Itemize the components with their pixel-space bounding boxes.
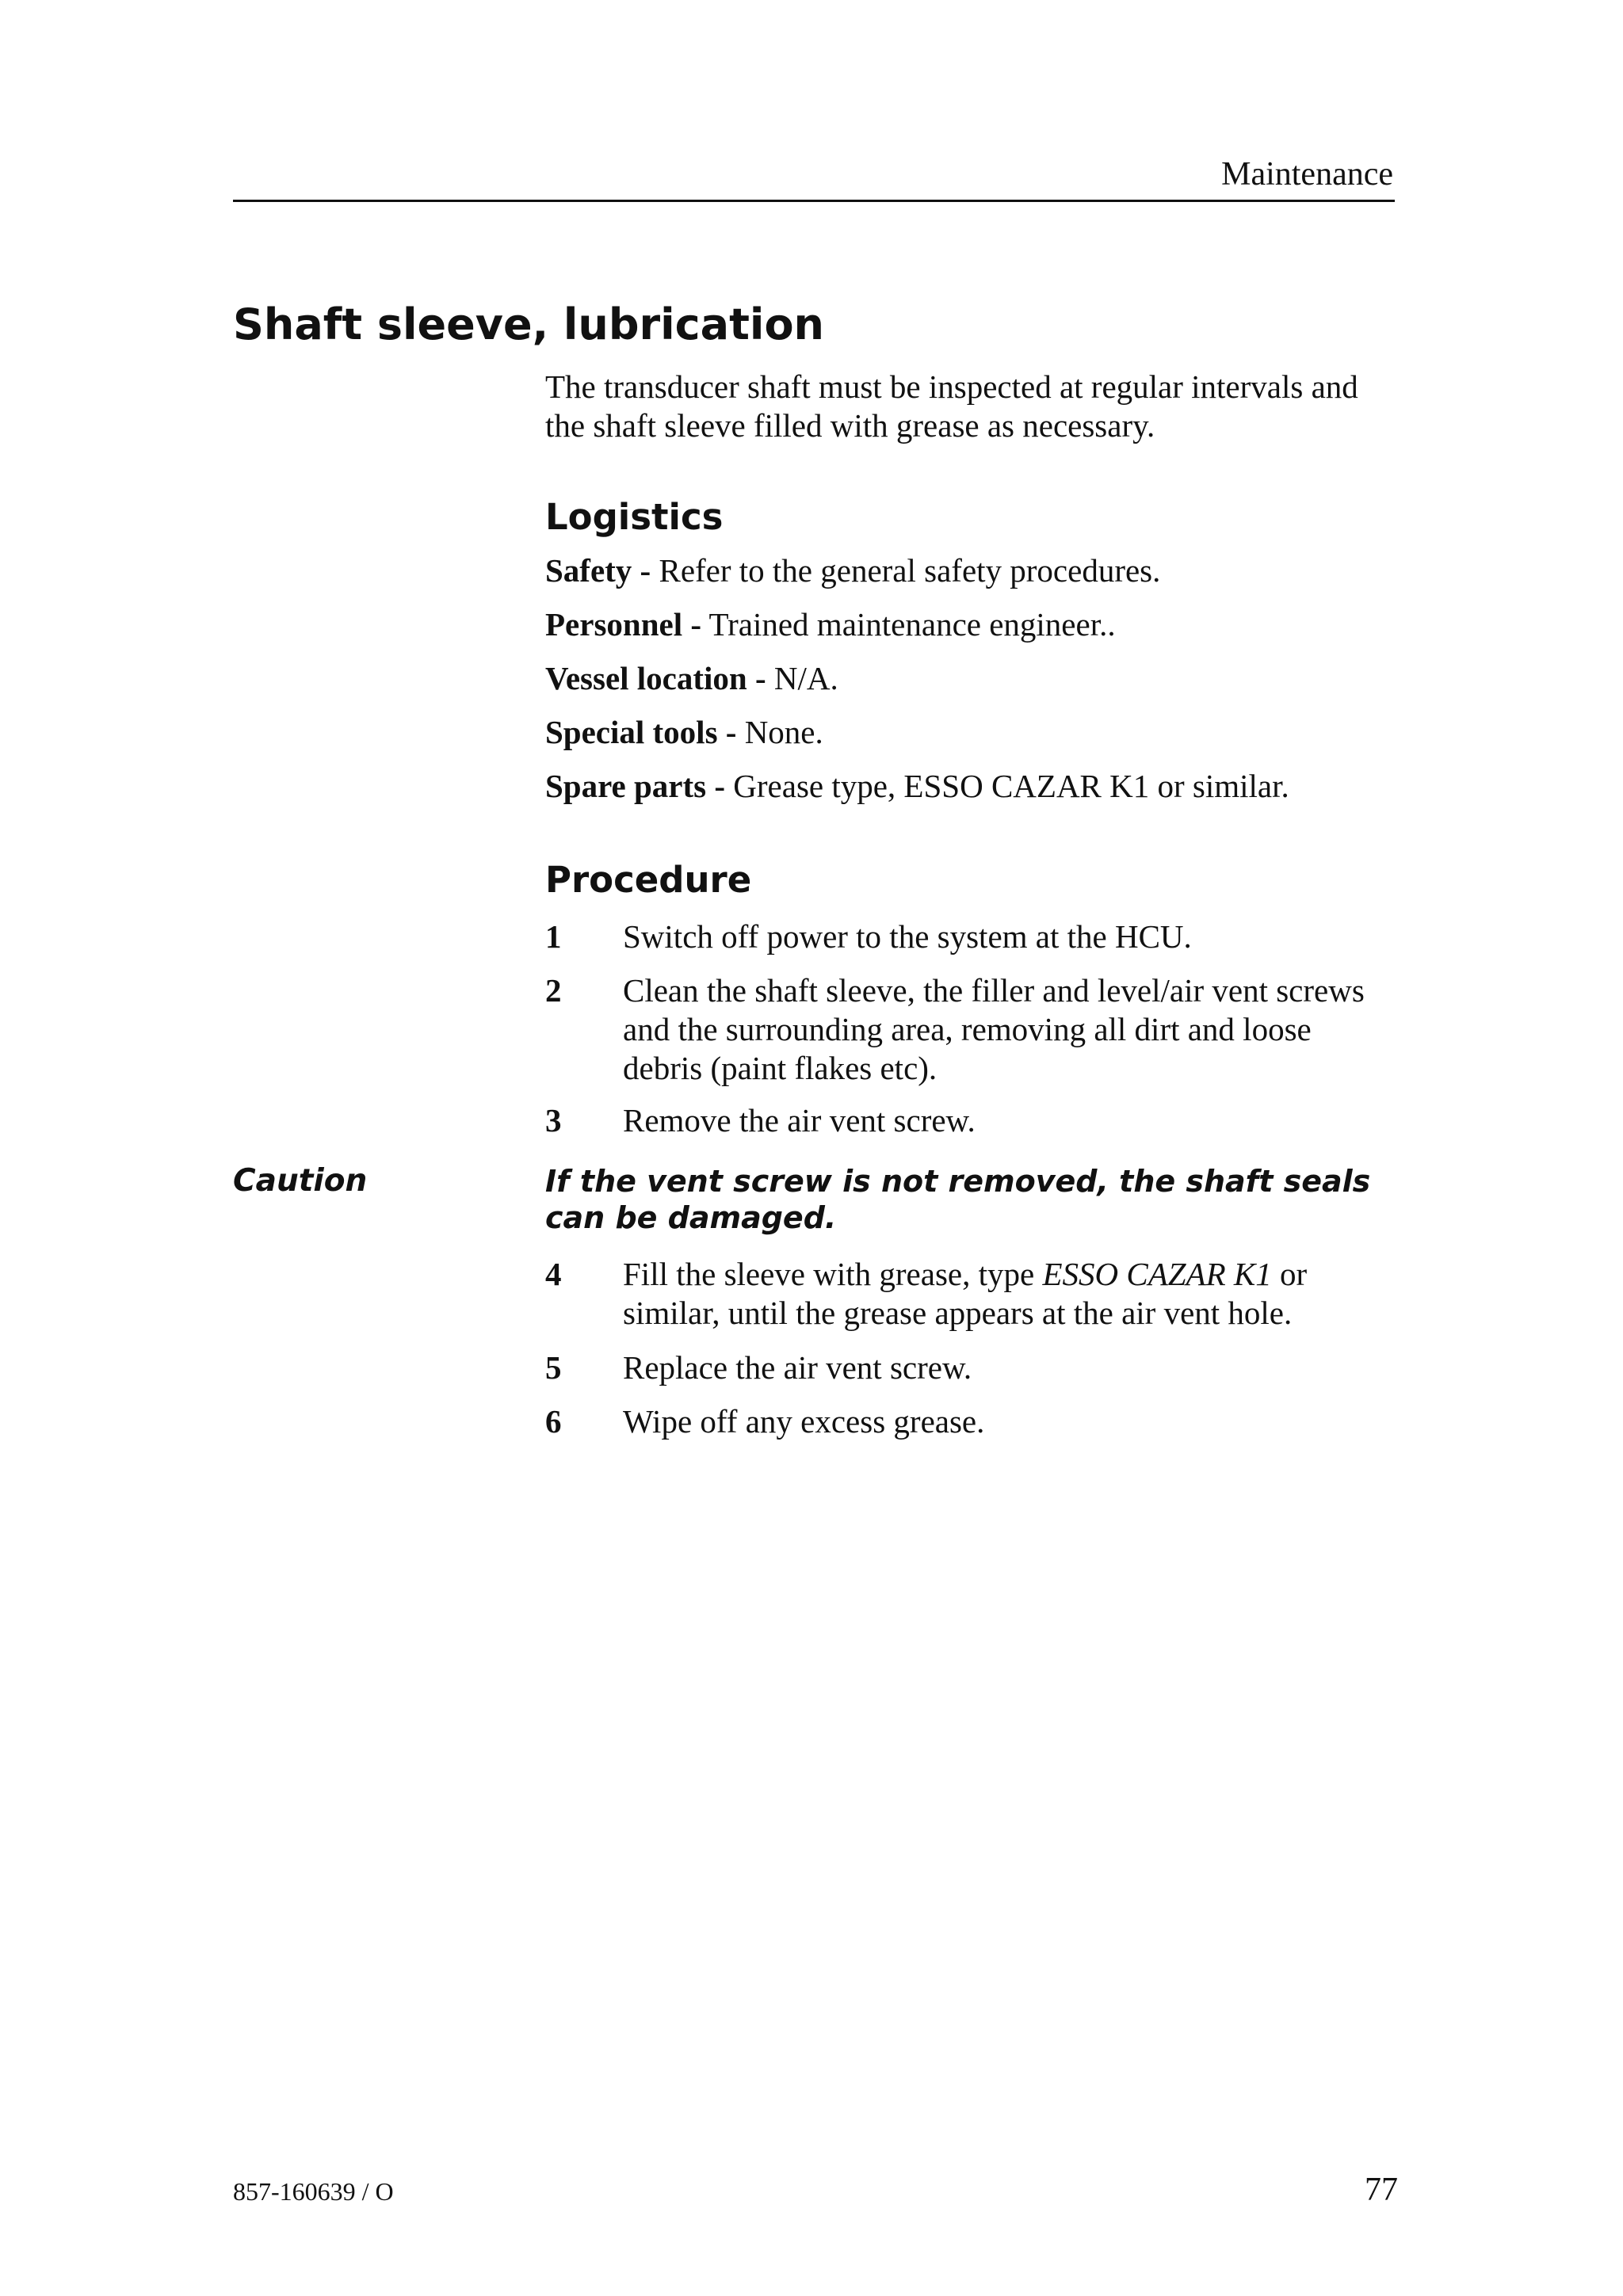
- step-number: 1: [545, 918, 562, 955]
- step-text: [623, 1255, 1395, 1333]
- logistics-label: Vessel location -: [545, 660, 766, 696]
- step-number: 3: [545, 1102, 562, 1138]
- procedure-step: [545, 1255, 1395, 1333]
- logistics-label: Safety -: [545, 552, 651, 589]
- logistics-text: Grease type, ESSO CAZAR K1 or similar.: [733, 768, 1289, 804]
- step-text-before: Fill the sleeve with grease, type: [623, 1256, 1035, 1292]
- step-number: 4: [545, 1256, 562, 1292]
- footer-doc-number: 857-160639 / O: [233, 2177, 394, 2206]
- step-number: 5: [545, 1349, 562, 1386]
- logistics-item: [545, 713, 1395, 752]
- step-number: 2: [545, 972, 562, 1009]
- logistics-label: Personnel -: [545, 606, 701, 643]
- procedure-step: [545, 1348, 1395, 1387]
- intro-paragraph: The transducer shaft must be inspected at regular intervals and the shaft sleeve filled with grease as necessary.: [545, 368, 1358, 444]
- procedure-heading: Procedure: [545, 859, 752, 901]
- grease-type: ESSO CAZAR K1: [1042, 1256, 1272, 1292]
- step-text: Replace the air vent screw.: [623, 1349, 972, 1386]
- logistics-text: Refer to the general safety procedures.: [659, 552, 1161, 589]
- page-title: Shaft sleeve, lubrication: [233, 299, 824, 349]
- logistics-item: [545, 659, 1395, 698]
- step-text-after: or similar, until the grease appears at the air vent hole.: [623, 1256, 1308, 1331]
- logistics-text: None.: [744, 714, 823, 750]
- logistics-text: N/A.: [773, 660, 838, 696]
- procedure-step: [545, 1402, 1395, 1441]
- procedure-step: [545, 917, 1395, 956]
- procedure-step: [545, 971, 1395, 1088]
- running-header: Maintenance: [1221, 156, 1393, 193]
- footer-page-number: 77: [1365, 2172, 1398, 2208]
- logistics-heading: Logistics: [545, 496, 724, 538]
- logistics-item: [545, 605, 1395, 644]
- step-number: 6: [545, 1403, 562, 1440]
- step-text: Switch off power to the system at the HCU.: [623, 918, 1192, 955]
- logistics-item: [545, 767, 1395, 806]
- step-text: Remove the air vent screw.: [623, 1102, 976, 1138]
- caution-text: If the vent screw is not removed, the shaft seals can be damaged.: [545, 1164, 1371, 1235]
- step-text: Wipe off any excess grease.: [623, 1403, 985, 1440]
- logistics-text: Trained maintenance engineer..: [708, 606, 1116, 643]
- logistics-label: Spare parts -: [545, 768, 726, 804]
- caution-label: Caution: [233, 1163, 368, 1199]
- logistics-list: [545, 551, 1395, 821]
- step-text: Clean the shaft sleeve, the filler and level/air vent screws and the surrounding area, removing all dirt and loose debris (paint flakes etc).: [623, 972, 1365, 1086]
- header-rule: [233, 200, 1395, 202]
- logistics-label: Special tools -: [545, 714, 737, 750]
- logistics-item: [545, 551, 1395, 590]
- procedure-step: [545, 1101, 1395, 1140]
